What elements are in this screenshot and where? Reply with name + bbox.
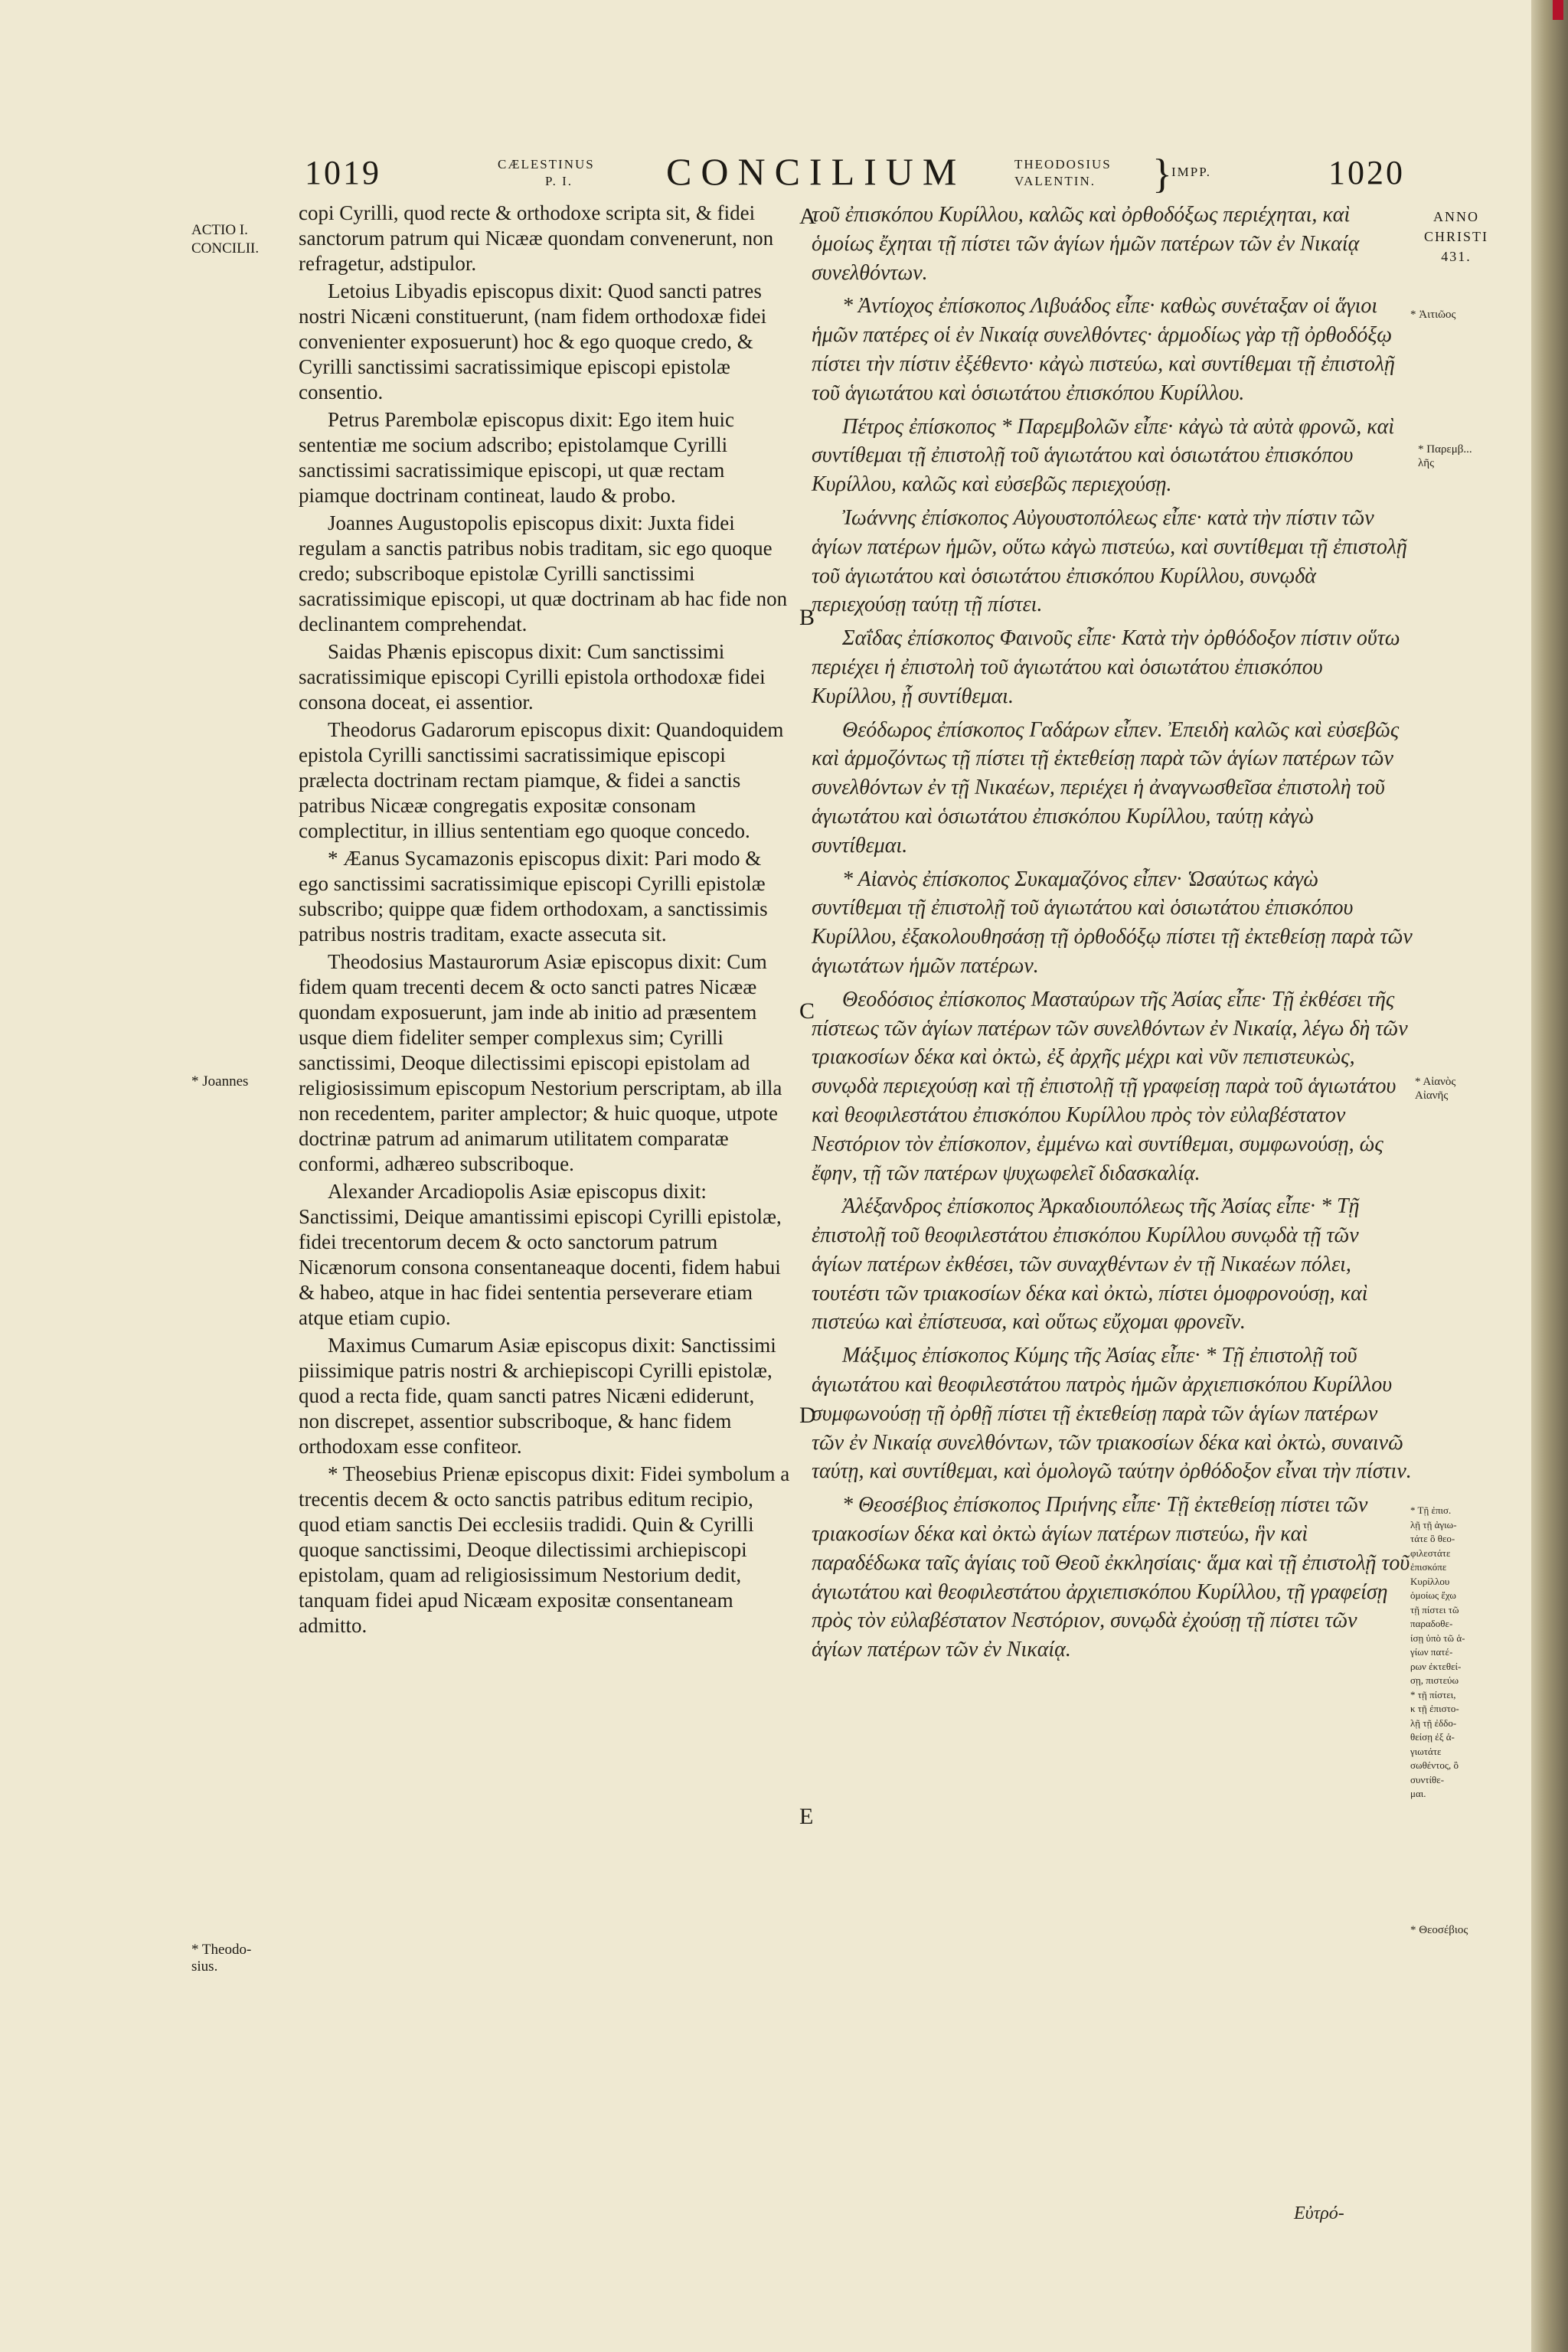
brace-glyph: } xyxy=(1152,151,1172,197)
year-label: 431. xyxy=(1441,249,1472,264)
greek-paragraph: * Θεοσέβιος ἐπίσκοπος Πριήνης εἶπε· Τῇ ἐκτεθείσῃ πίστει τῶν τριακοσίων δέκα καὶ ὀκτὼ ἁγίων πατέρων πιστεύω, ἣν καὶ παραδέδωκα ταῖς ἁγίαις τοῦ Θεοῦ ἐκκλησίαις· ἅμα καὶ τῇ ἐπιστολῇ τοῦ ἁγιωτάτου καὶ θεοφιλεστάτου ἀρχιεπισκόπου Κυρίλλου, τῇ γραφείσῃ πρὸς τὸν εὐλαβέστατον Νεστόριον, συνῳδὰ ἐχούσῃ τῇ πίστει τῶν ἁγίων πατέρων τῶν ἐν Νικαίᾳ. xyxy=(812,1493,1410,1662)
latin-paragraph: Letoius Libyadis episcopus dixit: Quod sancti patres nostri Nicæni constituerunt, (nam fidem orthodoxæ fidei convenienter exposuerunt) hoc & ego quoque credo, & Cyrilli sanctissimi sacratissimique episcopi epistolæ consentio. xyxy=(299,279,767,403)
greek-paragraph: * Αἰανὸς ἐπίσκοπος Συκαμαζόνος εἶπεν· Ὡσαύτως κἀγὼ συντίθεμαι τῇ ἐπιστολῇ τοῦ ἁγιωτάτου καὶ ὁσιωτάτου ἐπισκόπου Κυρίλλου, ἐξακολουθησάσῃ τῇ ὀρθοδόξῳ πίστει τῇ ἐκτεθείσῃ παρὰ τῶν ἁγιωτάτων ἡμῶν πατέρων. xyxy=(812,867,1413,978)
greek-column xyxy=(812,201,1413,1669)
margin-note-antioios: * Ἀιτιῶος xyxy=(1410,309,1456,321)
margin-note-long: * Τῇ ἐπισ. λῇ τῇ ἀγιω- τάτε ὃ θεο- φιλεστάτε ἐπισκόπε Κυρίλλου ὁμοίως ἔχω τῇ πίστει τῶ παραδοθε- ίσῃ ὑπὸ τῶ ἁ- γίων πατέ- ρων ἐκτεθεί- σῃ, πιστεύω * τῇ πίστει, κ τῇ ἐπιστο- λῇ τῇ ἐδδο- θείσῃ ἐξ ἁ- γιωτάτε σωθέντος, ὃ συντίθε- μαι. xyxy=(1410,1504,1465,1799)
christi-label: CHRISTI xyxy=(1423,229,1488,244)
greek-paragraph: Ἰωάννης ἐπίσκοπος Αὐγουστοπόλεως εἶπε· κατὰ τὴν πίστιν τῶν ἁγίων πατέρων ἡμῶν, οὕτω κἀγὼ πιστεύω, καὶ συντίθεμαι τῇ ἐπιστολῇ τοῦ ἁγιωτάτου καὶ ὁσιωτάτου ἐπισκόπου Κυρίλλου, συνῳδὰ περιεχούσῃ ταύτῃ τῇ πίστει. xyxy=(812,505,1407,617)
latin-paragraph: * Æanus Sycamazonis episcopus dixit: Pari modo & ego sanctissimi sacratissimique episcopi Cyrilli epistolæ subscribo; quippe quæ fidem orthodoxam, a sanctissimis patribus nostris traditam, exacte assecuta sit. xyxy=(299,847,768,946)
greek-paragraph: Σαΐδας ἐπίσκοπος Φαινοῦς εἶπε· Κατὰ τὴν ὀρθόδοξον πίστιν οὕτω περιέχει ἡ ἐπιστολὴ τοῦ ἁγιωτάτου καὶ ὁσιωτάτου ἐπισκόπου Κυρίλλου, ᾗ συντίθεμαι. xyxy=(812,626,1400,708)
latin-paragraph: Theodosius Mastaurorum Asiæ episcopus dixit: Cum fidem quam trecenti decem & octo sancti patres Nicææ quondam exposuerunt, jam inde ab initio ad præsentem usque diem fideliter semper complexus sim; Cyrilli sanctissimi, Deoque dilectissimi episcopi epistolam ad religiosissimum episcopum Nestorium perscriptam, ab illa non recedentem, pariter amplector; & huic quoque, utpote doctrinæ patrum ad animarum utilitatem comparatæ conformi, adhæreo subscriboque. xyxy=(299,950,782,1175)
margin-note-aianos: * Αἰανὸς Αἰανῆς xyxy=(1415,1076,1456,1102)
greek-paragraph: Πέτρος ἐπίσκοπος * Παρεμβολῶν εἶπε· κἀγὼ τὰ αὐτὰ φρονῶ, καὶ συντίθεμαι τῇ ἐπιστολῇ τοῦ ἁγιωτάτου καὶ ὁσιωτάτου ἐπισκόπου Κυρίλλου, καλῶς καὶ εὐσεβῶς περιεχούσῃ. xyxy=(812,414,1395,497)
section-letter-d: D xyxy=(799,1403,816,1428)
greek-paragraph: Ἀλέξανδρος ἐπίσκοπος Ἀρκαδιουπόλεως τῆς Ἀσίας εἶπε· * Τῇ ἐπιστολῇ τοῦ θεοφιλεστάτου ἐπισκόπου Κυρίλλου συνῳδὰ τῇ τῶν ἁγίων πατέρων ἐκθέσει, τῶν συναχθέντων ἐν τῇ Νικαέων πόλει, τουτέστι τῶν τριακοσίων δέκα καὶ ὀκτὼ, πίστει ὁμοφρονούσῃ, καὶ πιστεύω καὶ ἐπίστευσα, καὶ οὕτως εὔχομαι φρονεῖν. xyxy=(812,1194,1368,1334)
greek-paragraph: Θεόδωρος ἐπίσκοπος Γαδάρων εἶπεν. Ἐπειδὴ καλῶς καὶ εὐσεβῶς καὶ ἁρμοζόντως τῇ πίστει τῇ ἐκτεθείσῃ παρὰ τῶν ἁγίων πατέρων τῶν συνελθόντων ἐν τῇ Νικαέων, περιέχει ἡ ἀναγνωσθεῖσα ἐπιστολὴ τοῦ ἁγιωτάτου καὶ ὁσιωτάτου ἐπισκόπου Κυρίλλου, ταύτῃ κἀγὼ συντίθεμαι. xyxy=(812,717,1400,858)
anno-label: ANNO xyxy=(1433,209,1479,224)
latin-paragraph: Petrus Parembolæ episcopus dixit: Ego item huic sententiæ me socium adscribo; epistolamque Cyrilli sanctissimi sacratissimique episcopi, ut quæ rectam piamque doctrinam contineat, laudo & probo. xyxy=(299,408,734,507)
latin-paragraph: copi Cyrilli, quod recte & orthodoxe scripta sit, & fidei sanctorum patrum qui Nicææ quondam convenerunt, non refragetur, adstipulor. xyxy=(299,201,774,275)
section-letter-c: C xyxy=(799,998,815,1024)
running-head-left-bottom: P. I. xyxy=(545,174,573,188)
margin-concilii: CONCILII. xyxy=(191,240,260,256)
anno-christi-note xyxy=(1410,207,1502,266)
running-head-right-bottom: VALENTIN. xyxy=(1014,174,1096,188)
greek-paragraph: * Ἀντίοχος ἐπίσκοπος Λιβυάδος εἶπε· καθὼς συνέταξαν οἱ ἅγιοι ἡμῶν πατέρες οἱ ἐν Νικαίᾳ συνελθόντες· ἁρμοδίως γὰρ τῇ ὀρθοδόξῳ πίστει τὴν πίστιν ἐξέθεντο· κἀγὼ πιστεύω, καὶ συντίθεμαι τῇ ἐπιστολῇ τοῦ ἁγιωτάτου καὶ ὁσιωτάτου ἐπισκόπου Κυρίλλου. xyxy=(812,294,1395,405)
margin-note-joannes: * Joannes xyxy=(191,1073,249,1089)
latin-paragraph: Joannes Augustopolis episcopus dixit: Juxta fidei regulam a sanctis patribus nobis traditam, sic ego quoque credo; subscriboque epistolæ Cyrilli sanctissimi sacratissimique episcopi, ut quæ doctrinam ab hac fide non declinantem comprehendat. xyxy=(299,511,788,635)
greek-paragraph: Μάξιμος ἐπίσκοπος Κύμης τῆς Ἀσίας εἶπε· * Τῇ ἐπιστολῇ τοῦ ἁγιωτάτου καὶ θεοφιλεστάτου πατρὸς ἡμῶν ἀρχιεπισκόπου Κυρίλλου συμφωνούσῃ τῇ ὀρθῇ πίστει τῇ ἐκτεθείσῃ παρὰ τῶν ἁγίων πατέρων τῶν ἐν Νικαίᾳ συνελθόντων, τῶν τριακοσίων δέκα καὶ ὀκτὼ, συναινῶ ταύτῃ, καὶ συντίθεμαι, καὶ ὁμολογῶ ταύτην ὀρθόδοξον εἶναι τὴν πίστιν. xyxy=(812,1344,1412,1484)
margin-note-theodosius: * Theodo- sius. xyxy=(191,1942,252,1975)
page-number-left: 1019 xyxy=(305,154,381,191)
section-letter-e: E xyxy=(799,1804,814,1829)
latin-paragraph: Theodorus Gadarorum episcopus dixit: Quandoquidem epistola Cyrilli sanctissimi sacratissimique episcopi prælecta doctrinam rectam piamque, & fidei a sanctis patribus Nicææ congregatis expositæ consonam complectitur, in illius sententiam ego quoque concedo. xyxy=(299,718,784,842)
latin-column xyxy=(299,201,790,1641)
page-title: CONCILIUM xyxy=(666,150,966,193)
page-edge xyxy=(1531,0,1568,2352)
running-head-left-top: CÆLESTINUS xyxy=(498,157,595,172)
catchword: Εὐτρό- xyxy=(1294,2203,1344,2223)
margin-note-theosebios: * Θεοσέβιος xyxy=(1410,1924,1468,1936)
latin-paragraph: * Theosebius Prienæ episcopus dixit: Fidei symbolum a trecentis decem & octo sanctis patribus editum recipio, quod etiam sanctis Dei ecclesiis tradidi. Quin & Cyrilli quoque sanctissimi, Deoque dilectissimi archiepiscopi epistolam, quam ad religiosissimum Nestorium dedit, tanquam fidei apud Nicæam expositæ consentaneam admitto. xyxy=(299,1462,790,1637)
running-head-imp: IMPP. xyxy=(1171,165,1212,179)
greek-paragraph: Θεοδόσιος ἐπίσκοπος Μασταύρων τῆς Ἀσίας εἶπε· Τῇ ἐκθέσει τῆς πίστεως τῶν ἁγίων πατέρων τῶν συνελθόντων ἐν Νικαίᾳ, λέγω δὴ τῶν τριακοσίων δέκα καὶ ὀκτὼ, ἐξ ἀρχῆς μέχρι καὶ νῦν πεπιστευκὼς, συνῳδὰ περιεχούσῃ καὶ τῇ ἐπιστολῇ τῇ γραφείσῃ παρὰ τοῦ ἁγιωτάτου καὶ θεοφιλεστάτου ἐπισκόπου Κυρίλλου πρὸς τὸν εὐλαβέστατον Νεστόριον τὸν ἐπίσκοπον, ἐμμένω καὶ συντίθεμαι, συμφωνούσῃ, ὡς ἔφην, τῇ τῶν πατέρων ψυχωφελεῖ διδασκαλίᾳ. xyxy=(812,987,1408,1185)
margin-note-paremb: * Παρεμβ... λῆς xyxy=(1418,443,1472,469)
margin-actio: ACTIO I. xyxy=(191,222,248,238)
latin-paragraph: Maximus Cumarum Asiæ episcopus dixit: Sanctissimi piissimique patris nostri & archiepiscopi Cyrilli epistolæ, quod a recta fide, quam sancti patres Nicæni ediderunt, non discrepet, assentior subscriboque, & hanc fidem orthodoxam esse confiteor. xyxy=(299,1334,776,1458)
page-number-right: 1020 xyxy=(1328,154,1405,191)
ribbon-marker xyxy=(1553,0,1563,20)
greek-paragraph: τοῦ ἐπισκόπου Κυρίλλου, καλῶς καὶ ὀρθοδόξως περιέχηται, καὶ ὁμοίως ἔχηται τῇ πίστει τῶν ἁγίων ἡμῶν πατέρων τῶν ἐν Νικαίᾳ συνελθόντων. xyxy=(812,203,1360,285)
section-letter-a: A xyxy=(799,204,816,229)
latin-paragraph: Saidas Phænis episcopus dixit: Cum sanctissimi sacratissimique episcopi Cyrilli epistola orthodoxæ fidei consona doceat, ei assentior. xyxy=(299,640,766,714)
latin-paragraph: Alexander Arcadiopolis Asiæ episcopus dixit: Sanctissimi, Deique amantissimi episcopi Cyrilli epistolæ, fidei trecentorum decem & octo sanctorum patrum Nicænorum consona consentaneaque docenti, fidem habui & habeo, atque in hac fidei sententia perseverare etiam atque etiam cupio. xyxy=(299,1180,782,1329)
running-head-right-top: THEODOSIUS xyxy=(1014,157,1112,172)
section-letter-b: B xyxy=(799,605,815,630)
